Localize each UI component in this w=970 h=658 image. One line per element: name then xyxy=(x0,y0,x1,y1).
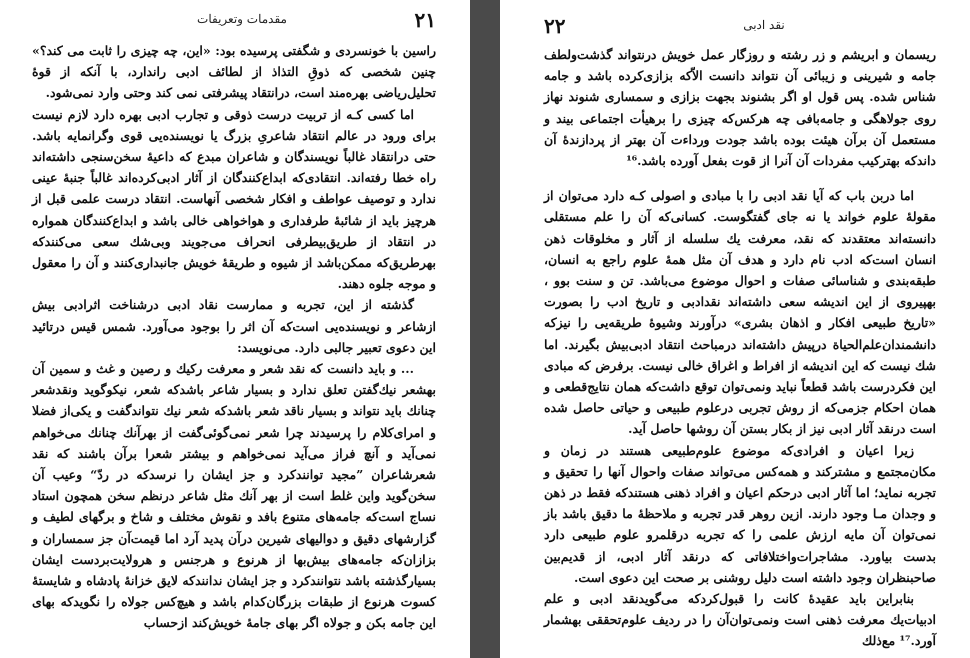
left-page-header xyxy=(32,8,436,30)
page-number: ۲۲ xyxy=(544,14,566,38)
quotation-continued: ريسمان و ابريشم و زر رشته و روزگار عمل خويش درنتواند گذشت‌ولطف جامه و شيرينى و زيبائى آن نتواند دانست الاّكه بزازى‌كرده باشد و جامه‌ شناس شده. پس قول او اگر بشنوند بجهت بزازى و سمسارى شنوند نهاز روى جولاهگى و جامه‌بافى چه هركس‌كه چيزى را برهيأت اجتماعى بيند و مستعمل آن برآن هيئت بوده باشد جودت ورداءت آن بهتر از پردازندهٔ آن داندكه بهتركيب مفردات آن آنرا از قوت بفعل آورده باشد.¹⁶ xyxy=(544,47,936,169)
paragraph: گذشته از اين، تجربه و ممارست نقاد ادبى درشناخت اثرادبى بيش ازشاعر و نويسنده‌يى است‌كه آن اثر را بوجود مى‌آورد. شمس قيس درتائيد اين دعوى تعبير جالبى دارد. مى‌نويسد: xyxy=(32,297,436,355)
paragraph: راسين با خونسردى و شگفتى پرسيده بود: «اين، چه چيزى را ثابت مى كند؟» چنين شخصى كه ذوقِ التذاذ از لطائف ادبى راندارد، با آنكه از قوهٔ تحليل‌رياضى بهره‌مند است، درانتقاد پيشرفتى نمى كند وحتى وارد نمى‌شود. xyxy=(32,43,436,101)
running-head: مقدمات وتعريفات xyxy=(197,12,287,26)
page-number: ۲۱ xyxy=(414,8,436,32)
right-book-page xyxy=(500,0,970,658)
quotation: ... و بايد دانست كه نقد شعر و معرفت ركيك و رصين و غث و سمين آن بهشعر نيك‌گفتن تعلق ندارد و بسيار شاعر باشدكه شعر، نيكوگويد ونقدشعر چنانك بايد نتواند و بسيار ناقد شعر باشدكه شعر نيك نتواندگفت و يكى‌از فضلا و امراى‌كلام را پرسيدند چرا شعر نمى‌گوئى‌گفت از بهرآنك چنانك مى‌خواهم نمى‌آيد و آنچ فراز مى‌آيد نمى‌خواهم و بيشتر شعرا برآن باشند كه نقد شعرشاعران ”مجيد توانندكرد و جز ايشان را نرسدكه در ردّ“ وعيب آن سخن‌گويد واين غلط است از بهر آنك مثل شاعر درنظم سخن همچون استاد نساج است‌كه جامه‌هاى متنوع بافد و نقوش مختلف و شاخ و برگهاى لطيف و گزارشهاى دقيق و دواليهاى شيرين در‌آن پديد آرد اما قيمت‌آن جز سمساران و بزازان‌كه جامه‌هاى بيش‌بها از هرنوع و هرجنس و هرولايت‌بردست ايشان بسيارگذشته باشد نتوانندكرد و جز ايشان ندانندكه لايق خزانهٔ پادشاه و شايستهٔ كسوت هرنوع از طبقات بزرگان‌كدام باشد و هيچ‌كس جولاه را نگويدكه بهاى اين جامه بكن و جولاه اگر بهاى جامهٔ خويش‌كند ازحساب xyxy=(32,361,436,631)
paragraph: زيرا اعيان و افرادى‌كه موضوع علوم‌طبيعى هستند در زمان و مكان‌مجتمع و مشتركند و همه‌كس مى‌تواند صفات واحوال آنها را تحقيق و تجربه نمايد؛ اما آثار ادبى درحكم اعيان و افراد ذهنى هستندكه فقط در ذهن و وجدان مـا وجود دارند. ازين روهر قدر تجربه و ملاحظهٔ ما دقيق باشد باز نمى‌توان آن مايه ارزش علمى را كه تجربه درقلمرو علوم طبيعى دارد بدست بياورد. مشاجرات‌واختلافاتى كه درنقد آثار ادبى، از قديم‌بين صاحبنظران وجود داشته است دليل روشنى بر صحت اين دعوى است. xyxy=(544,442,936,585)
right-page-body xyxy=(544,44,936,652)
paragraph: اما دربن باب كه آيا نقد ادبى را با مبادى و اصولى كـه دارد مى‌توان از مقولهٔ علوم خواند يا نه جاى گفتگوست. كسانى‌كه آن را علم مستقلى دانسته‌اند معتقدند كه نقد، معرفت يك سلسله از آثار و مخلوقات ذهن انسان است‌كه ادب نام دارد و هدف آن مثل همهٔ علوم راجع به انسان، طبقه‌بندى و شناسائى صفات و احوال موضوع مى‌باشد. تن و سنت بوو ، بهپيروى از اين انديشه سعى داشته‌اند نقدادبى و تاريخ ادب را بصورت «تاريخ طبيعى افكار و اذهان بشرى» درآورند وشيوهٔ طريقه‌يى را نيزكه دانشمندان‌علم‌الحياة درپيش داشته‌اند درمباحث انتقاد ادبى‌بيش بگيرند. اما شك نيست كه اين انديشه از افراط و اغراق خالى نيست. برفرض كه مبادى اين فكردرست باشد قطعاً نبايد ونمى‌توان توقع داشت‌كه همان نتايج‌قطعى و همان احكام جزمى‌كه از روش تجربى درعلوم طبيعى و حياتى حاصل شده است درنقد آثار ادبى نيز از بكار بستن آن روشها حاصل آيد. xyxy=(544,188,936,437)
book-gutter xyxy=(470,0,500,658)
paragraph-gap xyxy=(544,171,936,185)
paragraph: بنابراين بايد عقيدهٔ كانت را قبول‌كردكه مى‌گويدنقد ادبى و علم ادبيات‌يك معرفت ذهنى است ونمى‌توان‌آن را در رديف علوم‌تحققى بهشمار آورد.¹⁷ مع‌ذلك xyxy=(544,591,936,649)
paragraph: اما كسى كـه از تربيت درست ذوقى و تجارب ادبى بهره دارد لازم نيست براى ورود در عالم انتقاد شاعرىِ بزرگ يا نويسنده‌يى قوى وگرانمايه باشد. حتى درانتقاد غالباً نويسندگان و شاعران مبدع كه داعيهٔ سخن‌سنجى داشته‌اند راه خطا رفته‌اند. انتقادى‌كه ابداع‌كنندگان از آثار ادبى‌كرده‌اند غالباً جنبهٔ عينى ندارد و توصيف عواطف و افكار شخصى آنهاست. انتقاد درست علمى قبل از هرچيز بايد از شائبهٔ طرفدارى و هواخواهى خالى باشد و ابداع‌كنندگان همواره در انتقاد از طريق‌بيطرفى انحراف مى‌جويند وبى‌شك سعى مى‌كنندكه بهرطريق‌كه ممكن‌باشد از شيوه و طريقهٔ خويش جانبدارى‌كنند و آن را معقول و موجه جلوه دهند. xyxy=(32,106,436,292)
running-head: نقد ادبى xyxy=(743,18,785,32)
left-page-body xyxy=(32,40,436,634)
right-page-header xyxy=(544,14,936,36)
left-book-page xyxy=(0,0,470,658)
